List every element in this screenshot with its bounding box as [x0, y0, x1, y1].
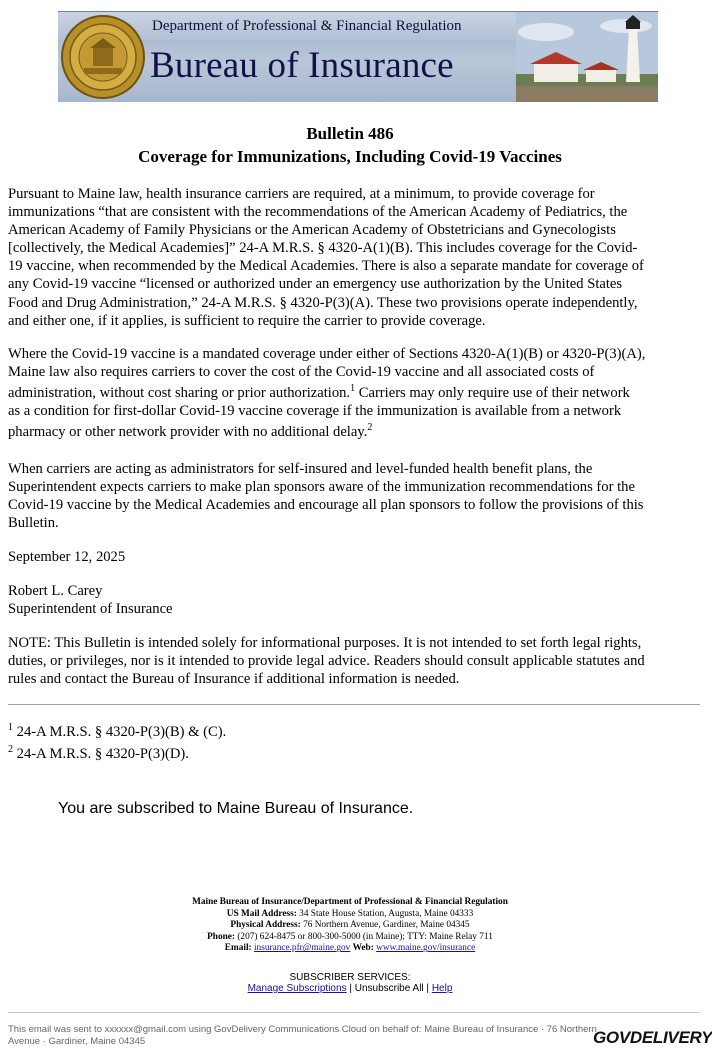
- signer-name: Robert L. Carey: [8, 583, 103, 599]
- paragraph-line: Bulletin.: [8, 515, 59, 532]
- sent-notice: This email was sent to xxxxxx@gmail.com using GovDelivery Communications Cloud on behalf of: Maine Bureau of Insurance · 76 Northern Avenue · Gardiner, Maine 04345: [8, 1024, 597, 1047]
- signature-block: [8, 582, 708, 618]
- paragraph-2: [8, 345, 708, 441]
- bulletin-date: September 12, 2025: [8, 549, 126, 565]
- lighthouse-photo-icon: [516, 12, 658, 102]
- footnote-text: 24-A M.R.S. § 4320-P(3)(B) & (C).: [13, 724, 227, 740]
- label: US Mail Address:: [226, 908, 297, 919]
- disclaimer-note: [8, 634, 708, 688]
- paragraph-line: immunizations “that are consistent with the recommendations of the American Academy of Pediatrics, the: [8, 204, 628, 221]
- footnote-2: [8, 746, 189, 763]
- paragraph-line: Where the Covid-19 vaccine is a mandated coverage under either of Sections 4320-A(1)(B) or 4320-P(3)(A),: [8, 346, 646, 362]
- paragraph-3: [8, 460, 708, 532]
- paragraph-line: any Covid-19 vaccine “licensed or authorized under an emergency use authorization by the United States: [8, 276, 623, 293]
- label: Phone:: [207, 931, 236, 942]
- contact-org: Maine Bureau of Insurance/Department of Professional & Financial Regulation: [192, 897, 508, 907]
- footnote-text: 24-A M.R.S. § 4320-P(3)(D).: [13, 746, 189, 762]
- footnote-ref-2: 2: [367, 422, 373, 434]
- paragraph-text: Carriers may only require use of their network: [358, 385, 630, 402]
- separator: |: [426, 983, 430, 994]
- subscription-notice: You are subscribed to Maine Bureau of Insurance.: [58, 800, 414, 817]
- paragraph-line: Food and Drug Administration,” 24-A M.R.S. § 4320-P(3)(A). These two provisions operate independently,: [8, 294, 638, 311]
- label: Email:: [224, 943, 252, 954]
- paragraph-line: Superintendent expects carriers to make plan sponsors aware of the immunization recommendations for the: [8, 479, 635, 496]
- email-link[interactable]: insurance.pfr@maine.gov: [253, 943, 351, 954]
- footnote-1: [8, 724, 226, 741]
- label: Web:: [352, 943, 374, 954]
- paragraph-line: Covid-19 vaccine by the Medical Academies and encourage all plan sponsors to follow the provisions of this: [8, 497, 644, 514]
- label: Physical Address:: [230, 920, 301, 931]
- footer-divider: [8, 1012, 700, 1013]
- paragraph-line: rules and contact the Bureau of Insurance if additional information is needed.: [8, 671, 460, 688]
- bulletin-title: Coverage for Immunizations, Including Covid-19 Vaccines: [138, 147, 562, 166]
- paragraph-1: [8, 185, 708, 330]
- footnote-ref-1: 1: [350, 383, 356, 395]
- footnote-divider: [8, 704, 700, 705]
- paragraph-text: pharmacy or other network provider with no additional delay.: [8, 424, 368, 441]
- value: (207) 624-8475 or 800-300-5000 (in Maine); TTY: Maine Relay 711: [235, 931, 493, 942]
- paragraph-line: When carriers are acting as administrators for self-insured and level-funded health benefit plans, the: [8, 461, 593, 477]
- paragraph-line: Pursuant to Maine law, health insurance carriers are required, at a minimum, to provide coverage for: [8, 186, 595, 202]
- paragraph-line: [8, 384, 708, 402]
- footnote-mark: 1: [8, 722, 13, 734]
- manage-subscriptions-link[interactable]: Manage Subscriptions: [247, 983, 347, 994]
- contact-block: [0, 897, 700, 955]
- header-banner: [58, 11, 658, 102]
- help-link[interactable]: Help: [431, 983, 453, 994]
- separator: |: [349, 983, 352, 994]
- bulletin-number: Bulletin 486: [306, 124, 394, 143]
- footnote-mark: 2: [8, 744, 13, 756]
- maine-state-seal-icon: [60, 14, 146, 100]
- paragraph-line: [8, 423, 708, 441]
- paragraph-line: duties, or privileges, nor is it intended to provide legal advice. Readers should consult applicable statutes and: [8, 653, 645, 670]
- contact-email-web: [0, 943, 700, 955]
- unsubscribe-all[interactable]: Unsubscribe All: [354, 983, 424, 994]
- subscriber-links: [0, 983, 700, 994]
- paragraph-line: as a condition for first-dollar Covid-19 vaccine coverage if the immunization is available from a network: [8, 403, 622, 420]
- contact-mail: [0, 909, 700, 921]
- department-name: Department of Professional & Financial Regulation: [152, 18, 462, 34]
- value: 76 Northern Avenue, Gardiner, Maine 04345: [300, 920, 470, 931]
- bureau-name: Bureau of Insurance: [150, 45, 454, 86]
- web-link[interactable]: www.maine.gov/insurance: [376, 943, 476, 954]
- paragraph-text: administration, without cost sharing or prior authorization.: [8, 385, 351, 402]
- paragraph-line: American Academy of Family Physicians or the American Academy of Obstetricians and Gynecologists: [8, 222, 616, 239]
- value: 34 State House Station, Augusta, Maine 04333: [296, 908, 474, 919]
- paragraph-line: [collectively, the Medical Academies]” 24-A M.R.S. § 4320-A(1)(B). This includes coverage for the Covid-: [8, 240, 638, 257]
- paragraph-line: 19 vaccine, when recommended by the Medical Academies. There is also a separate mandate for coverage of: [8, 258, 644, 275]
- contact-physical: [0, 920, 700, 932]
- govdelivery-logo[interactable]: GOVDELIVERY: [593, 1028, 712, 1047]
- contact-phone: [0, 932, 700, 944]
- paragraph-line: NOTE: This Bulletin is intended solely for informational purposes. It is not intended to set forth legal rights,: [8, 635, 642, 651]
- subscriber-services-heading: SUBSCRIBER SERVICES:: [289, 972, 411, 983]
- signer-title: Superintendent of Insurance: [8, 601, 173, 618]
- paragraph-line: Maine law also requires carriers to cover the cost of the Covid-19 vaccine and all associated costs of: [8, 364, 595, 381]
- paragraph-line: and either one, if it applies, is sufficient to require the carrier to provide coverage.: [8, 312, 486, 329]
